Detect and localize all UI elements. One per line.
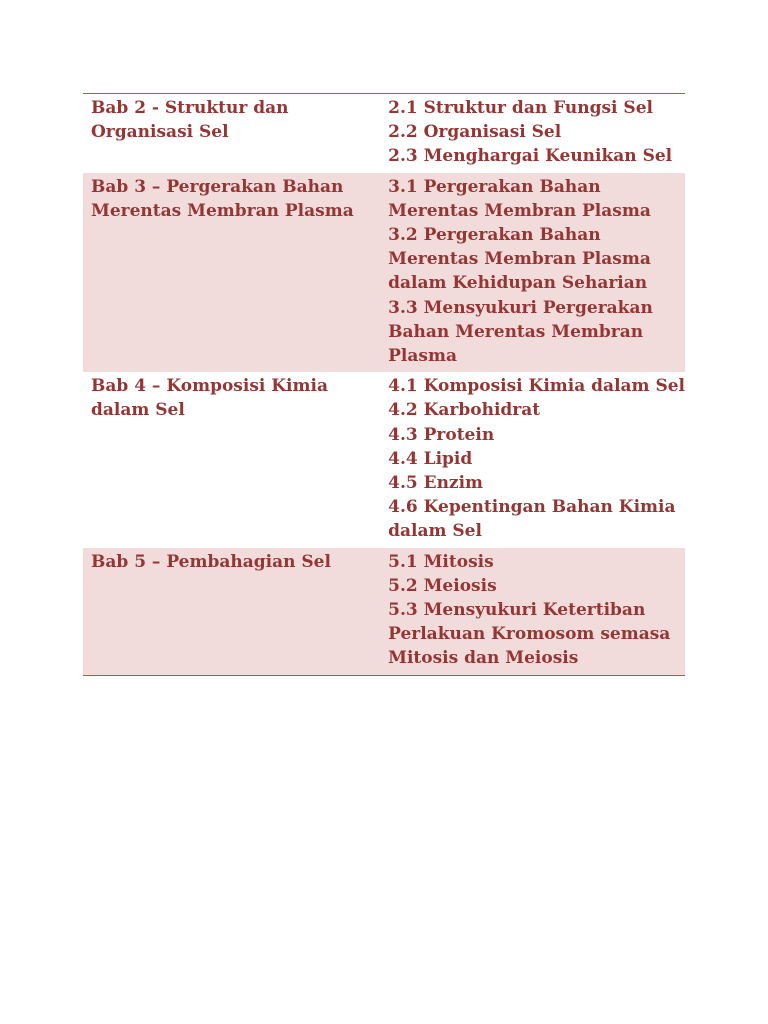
topic-line: 2.1 Struktur dan Fungsi Sel	[388, 98, 653, 118]
topic-line: dalam Sel	[388, 521, 482, 542]
chapter-cell	[83, 548, 380, 676]
topic-line: 5.2 Meiosis	[388, 575, 497, 596]
topic-line: 2.2 Organisasi Sel	[388, 122, 562, 143]
topic-line: 4.6 Kepentingan Bahan Kimia	[388, 497, 676, 518]
topic-line: 4.4 Lipid	[388, 448, 473, 469]
topic-line: 4.1 Komposisi Kimia dalam Sel	[388, 376, 685, 397]
table-row	[83, 94, 685, 173]
topic-line: 5.1 Mitosis	[388, 551, 494, 572]
topic-line: dalam Kehidupan Seharian	[388, 273, 648, 294]
topic-line: Mitosis dan Meiosis	[388, 648, 579, 669]
topic-line: Plasma	[388, 346, 457, 367]
chapter-line: Bab 2 - Struktur dan	[91, 98, 289, 118]
chapter-line: Organisasi Sel	[91, 122, 229, 143]
topic-line: Merentas Membran Plasma	[388, 200, 651, 221]
chapter-line: dalam Sel	[91, 400, 185, 421]
chapter-line: Bab 3 – Pergerakan Bahan	[91, 176, 344, 197]
chapter-cell	[83, 173, 380, 373]
table-row	[83, 372, 685, 547]
chapter-line: Bab 5 – Pembahagian Sel	[91, 551, 331, 572]
syllabus-table	[83, 93, 685, 676]
chapter-line: Bab 4 – Komposisi Kimia	[91, 376, 328, 397]
table-row	[83, 548, 685, 676]
topics-cell	[380, 173, 685, 373]
topics-cell	[380, 548, 685, 676]
topics-cell	[380, 372, 685, 547]
topic-line: Perlakuan Kromosom semasa	[388, 624, 671, 645]
topic-line: 4.5 Enzim	[388, 473, 484, 494]
topic-line: 4.2 Karbohidrat	[388, 400, 541, 421]
topic-line: 5.3 Mensyukuri Ketertiban	[388, 600, 646, 621]
topics-cell	[380, 94, 685, 173]
topic-line: Merentas Membran Plasma	[388, 249, 651, 270]
topic-line: 4.3 Protein	[388, 424, 495, 445]
topic-line: 2.3 Menghargai Keunikan Sel	[388, 146, 673, 167]
chapter-cell	[83, 372, 380, 547]
topic-line: Bahan Merentas Membran	[388, 321, 644, 342]
topic-line: 3.3 Mensyukuri Pergerakan	[388, 297, 653, 318]
table-row	[83, 173, 685, 373]
topic-line: 3.1 Pergerakan Bahan	[388, 176, 601, 197]
topic-line: 3.2 Pergerakan Bahan	[388, 225, 601, 246]
chapter-line: Merentas Membran Plasma	[91, 200, 354, 221]
chapter-cell	[83, 94, 380, 173]
